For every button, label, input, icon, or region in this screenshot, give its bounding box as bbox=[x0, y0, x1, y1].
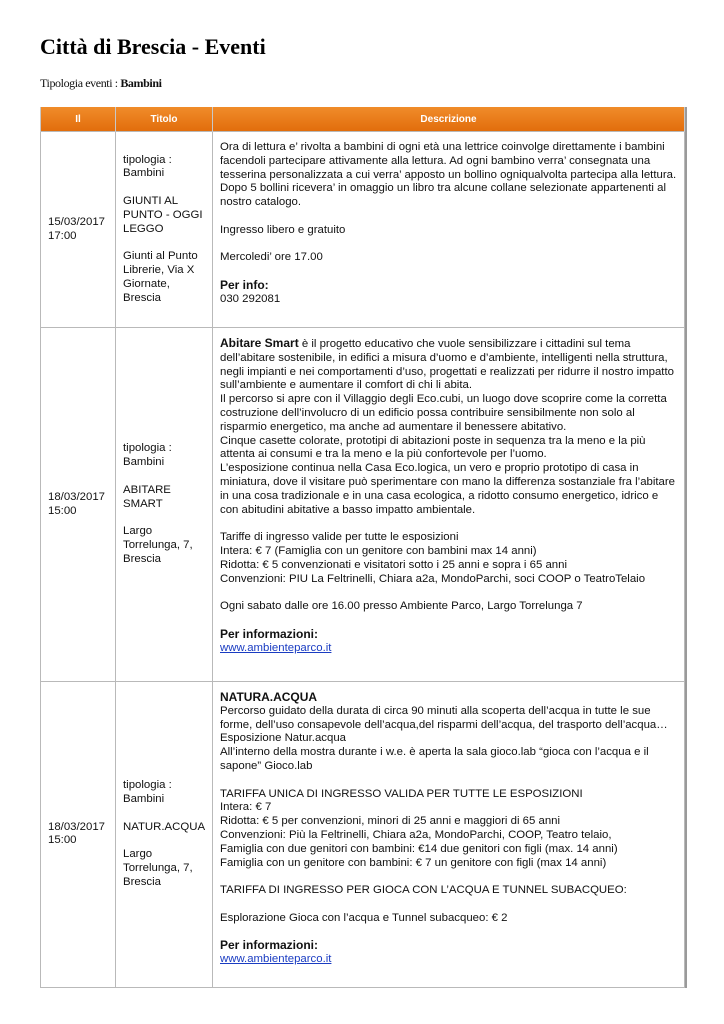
event-title-cell bbox=[116, 132, 213, 328]
header-description[interactable]: Descrizione bbox=[213, 107, 685, 132]
desc-line: in una cosa tradizionale e in una casa ecologica, a ridotto consumo energetico, idrico e bbox=[220, 489, 659, 502]
event-venue-line: Brescia bbox=[123, 552, 161, 565]
desc-line: con abitudini abitative a basso impatto ambientale. bbox=[220, 503, 476, 516]
event-venue-line: Largo bbox=[123, 525, 153, 538]
event-type: Bambini bbox=[123, 793, 165, 806]
desc-lead-rest: è il progetto educativo che vuole sensibilizzare i cittadini sul tema bbox=[298, 338, 631, 350]
info-label: Per info: bbox=[220, 277, 269, 292]
desc-line: All’interno della mostra durante i w.e. è aperta la sala gioco.lab “gioca con l’acqua e il bbox=[220, 746, 649, 759]
event-venue-line: Giornate, bbox=[123, 277, 170, 290]
page-title: Città di Brescia - Eventi bbox=[40, 34, 266, 59]
tariff-line: Convenzioni: Più la Feltrinelli, Chiara a2a, MondoParchi, COOP, Teatro telaio, bbox=[220, 828, 612, 841]
desc-line: L’esposizione continua nella Casa Eco.logica, un vero e proprio prototipo di casa in bbox=[220, 462, 639, 475]
info-label: Per informazioni: bbox=[220, 938, 319, 953]
header-date[interactable]: Il bbox=[41, 107, 116, 132]
desc-line: Dopo 5 bollini ricevera’ in omaggio un libro tra alcune collane selezionate appartenenti al bbox=[220, 182, 666, 195]
event-date: 18/03/2017 bbox=[48, 820, 106, 833]
tariff-line: Famiglia con due genitori con bambini: €14 due genitori con figli (max. 14 anni) bbox=[220, 842, 618, 855]
desc-line: Ora di lettura e’ rivolta a bambini di ogni età una lettrice coinvolge direttamente i bambini bbox=[220, 141, 665, 153]
info-link[interactable]: www.ambienteparco.it bbox=[220, 641, 332, 654]
tariff-line: Tariffe di ingresso valide per tutte le esposizioni bbox=[220, 531, 459, 544]
desc-line bbox=[220, 337, 677, 352]
schedule-info: Mercoledi’ ore 17.00 bbox=[220, 251, 323, 264]
event-title-line: PUNTO - OGGI bbox=[123, 208, 203, 221]
tariff-line: Ridotta: € 5 convenzionati e visitatori sotto i 25 anni e sopra i 65 anni bbox=[220, 558, 567, 571]
exploration-price: Esplorazione Gioca con l’acqua e Tunnel subacqueo: € 2 bbox=[220, 911, 508, 924]
event-title-line: ABITARE bbox=[123, 483, 171, 496]
event-venue-line: Torrelunga, 7, bbox=[123, 862, 193, 875]
tariff-line: Convenzioni: PIU La Feltrinelli, Chiara a2a, MondoParchi, soci COOP o TeatroTelaio bbox=[220, 572, 646, 585]
event-type: Bambini bbox=[123, 456, 165, 469]
event-date-cell bbox=[41, 682, 116, 988]
event-venue-line: Brescia bbox=[123, 291, 161, 304]
event-title-line: SMART bbox=[123, 497, 163, 510]
desc-line: costruzione dell’involucro di un edificio possa contribuire sensibilmente non solo al bbox=[220, 406, 635, 419]
table-row bbox=[41, 682, 685, 988]
desc-line: Cinque casette colorate, prototipi di abitazioni poste in sequenza tra la meno e la più bbox=[220, 434, 646, 447]
event-title-line: GIUNTI AL bbox=[123, 195, 179, 207]
event-time: 17:00 bbox=[48, 229, 77, 242]
event-date-cell bbox=[41, 328, 116, 682]
event-description bbox=[213, 132, 685, 328]
desc-line: miniatura, dove il visitare può sperimentare con mano la differenza sostanziale fra l’abitare bbox=[220, 475, 676, 488]
desc-line: risparmio energetico, ma anche ad aumentare il benessere abitativo. bbox=[220, 420, 567, 433]
event-venue-line: Largo bbox=[123, 848, 153, 861]
event-type: Bambini bbox=[123, 167, 165, 180]
desc-line: dell’abitare sostenibile, in edifici a misura d’uomo e d’ambiente, intelligenti nella struttura, bbox=[220, 351, 668, 364]
event-venue-line: Giunti al Punto bbox=[123, 250, 198, 263]
desc-line: facendoli partecipare attivamente alla lettura. Ad ogni bambino verra’ consegnata una bbox=[220, 154, 651, 167]
event-type-label: tipologia : bbox=[123, 153, 172, 166]
desc-lead-bold: Abitare Smart bbox=[220, 336, 299, 350]
schedule-info: Ogni sabato dalle ore 16.00 presso Ambiente Parco, Largo Torrelunga 7 bbox=[220, 600, 583, 613]
event-type-label: tipologia : bbox=[123, 779, 172, 792]
desc-line: attenta ai consumi e tra la meno e la più confortevole per l’uomo. bbox=[220, 448, 547, 461]
desc-line: nostro catalogo. bbox=[220, 196, 302, 209]
event-date-cell bbox=[41, 132, 116, 328]
event-date: 18/03/2017 bbox=[48, 490, 106, 503]
events-table-wrap bbox=[40, 107, 687, 988]
event-venue-line: Brescia bbox=[123, 875, 161, 888]
info-link[interactable]: www.ambienteparco.it bbox=[220, 953, 332, 966]
table-row bbox=[41, 328, 685, 682]
tariff-line: Intera: € 7 bbox=[220, 801, 272, 814]
event-title-line: LEGGO bbox=[123, 222, 164, 235]
desc-line: Percorso guidato della durata di circa 90 minuti alla scoperta dell’acqua in tutte le sue bbox=[220, 704, 651, 717]
event-title-cell bbox=[116, 682, 213, 988]
desc-heading: NATURA.ACQUA bbox=[220, 690, 318, 704]
info-phone: 030 292081 bbox=[220, 292, 281, 305]
entry-info: Ingresso libero e gratuito bbox=[220, 223, 346, 236]
tariff-line: Famiglia con un genitore con bambini: € 7 un genitore con figli (max 14 anni) bbox=[220, 856, 607, 869]
event-description bbox=[213, 328, 685, 682]
desc-line: tesserina personalizzata a cui verra’ apposto un bollino ogniqualvolta partecipa alla lettura. bbox=[220, 168, 677, 181]
table-row bbox=[41, 132, 685, 328]
event-date: 15/03/2017 bbox=[48, 215, 106, 228]
desc-line: negli impianti e nei comportamenti d’uso, progettati e realizzati per ridurre il nostro impatto bbox=[220, 365, 674, 378]
desc-line: sapone” Gioco.lab bbox=[220, 759, 313, 772]
category-value: Bambini bbox=[120, 76, 162, 90]
table-header-row bbox=[41, 107, 685, 132]
event-time: 15:00 bbox=[48, 504, 77, 517]
event-venue-line: Librerie, Via X bbox=[123, 263, 195, 276]
events-table bbox=[40, 107, 685, 988]
event-type-label: tipologia : bbox=[123, 442, 172, 455]
event-venue-line: Torrelunga, 7, bbox=[123, 538, 193, 551]
tariff-line: TARIFFA UNICA DI INGRESSO VALIDA PER TUTTE LE ESPOSIZIONI bbox=[220, 787, 583, 800]
desc-line: Il percorso si apre con il Villaggio degli Eco.cubi, un luogo dove scoprire come la corretta bbox=[220, 393, 667, 406]
header-title[interactable]: Titolo bbox=[116, 107, 213, 132]
desc-line: Esposizione Natur.acqua bbox=[220, 732, 347, 745]
event-title-line: NATUR.ACQUA bbox=[123, 820, 206, 833]
category-line bbox=[40, 76, 162, 91]
tariff-line: Intera: € 7 (Famiglia con un genitore con bambini max 14 anni) bbox=[220, 544, 537, 557]
tariff-heading: TARIFFA DI INGRESSO PER GIOCA CON L’ACQUA E TUNNEL SUBACQUEO: bbox=[220, 884, 627, 897]
desc-line: forme, dell’uso consapevole dell’acqua,del risparmi dell’acqua, del trasporto dell’acqua… bbox=[220, 718, 668, 731]
event-description bbox=[213, 682, 685, 988]
category-label: Tipologia eventi : bbox=[40, 76, 118, 90]
event-time: 15:00 bbox=[48, 834, 77, 847]
event-title-cell bbox=[116, 328, 213, 682]
desc-line: sull’ambiente e aumentare il comfort di chi li abita. bbox=[220, 379, 472, 392]
info-label: Per informazioni: bbox=[220, 626, 319, 641]
tariff-line: Ridotta: € 5 per convenzioni, minori di 25 anni e maggiori di 65 anni bbox=[220, 815, 561, 828]
